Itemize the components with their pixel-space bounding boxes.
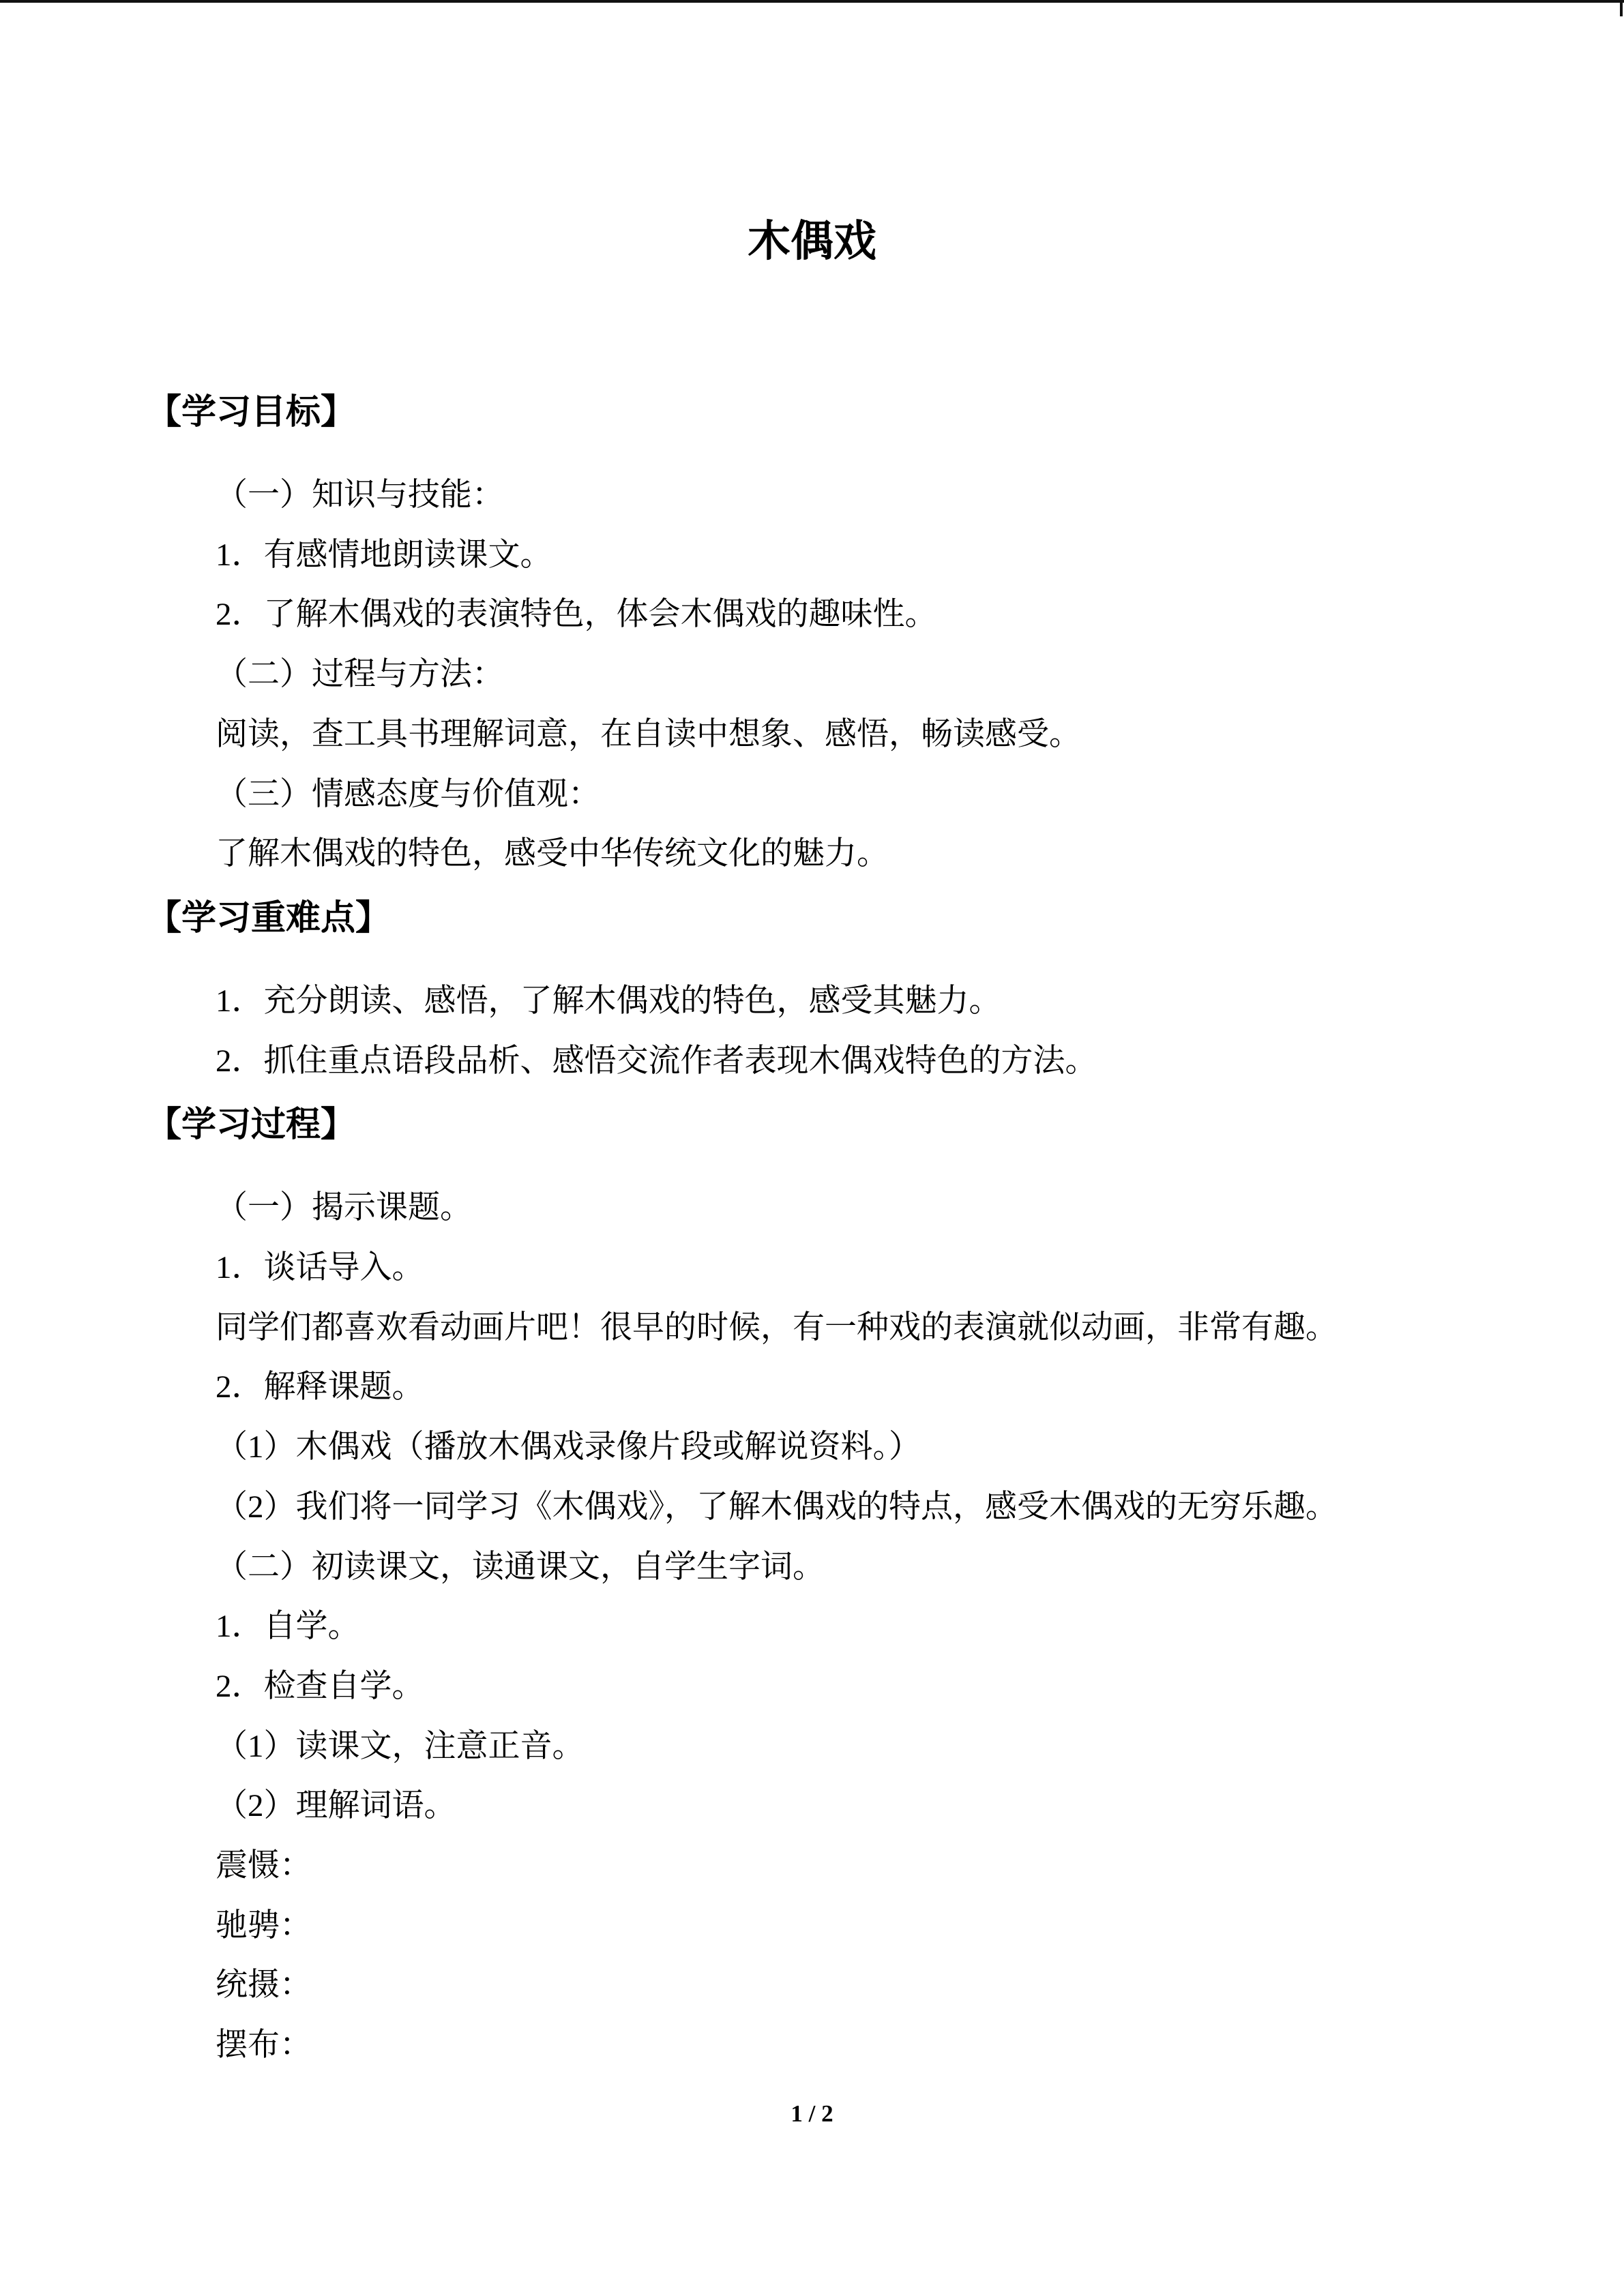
objective-text: 阅读，查工具书理解词意，在自读中想象、感悟，畅读感受。 xyxy=(216,716,1081,752)
section-learning-process xyxy=(0,1091,1624,2076)
process-step: 2．检查自学。 xyxy=(216,1668,424,1704)
process-substep: （2）理解词语。 xyxy=(216,1788,456,1824)
key-point-item: 1．充分朗读、感悟，了解木偶戏的特色，感受其魅力。 xyxy=(216,983,1001,1019)
key-point-item: 2．抓住重点语段品析、感悟交流作者表现木偶戏特色的方法。 xyxy=(216,1043,1097,1079)
process-substep: （1）木偶戏（播放木偶戏录像片段或解说资料。） xyxy=(216,1429,921,1465)
section-heading-key-difficulties: 【学习重难点】 xyxy=(147,899,391,938)
vocabulary-term: 统摄： xyxy=(216,1967,312,2003)
subheading-knowledge-skills: （一）知识与技能： xyxy=(216,477,504,513)
process-text: 同学们都喜欢看动画片吧！很早的时候，有一种戏的表演就似动画，非常有趣。 xyxy=(216,1309,1338,1345)
subheading-emotion-values: （三）情感态度与价值观： xyxy=(216,776,600,812)
vocabulary-term: 驰骋： xyxy=(216,1907,312,1943)
page-number: 1 / 2 xyxy=(791,2100,833,2127)
objective-item: 2．了解木偶戏的表演特色，体会木偶戏的趣味性。 xyxy=(216,597,937,633)
vocabulary-term: 摆布： xyxy=(216,2027,312,2063)
document-content xyxy=(0,207,1624,2076)
process-step: 1．自学。 xyxy=(216,1609,360,1645)
process-step: 1．谈话导入。 xyxy=(216,1250,424,1286)
subheading-reveal-topic: （一）揭示课题。 xyxy=(216,1190,472,1226)
section-learning-objectives xyxy=(0,378,1624,884)
section-key-difficulties xyxy=(0,884,1624,1091)
process-substep: （1）读课文，注意正音。 xyxy=(216,1728,585,1764)
page-top-border xyxy=(0,0,1624,3)
objective-item: 1．有感情地朗读课文。 xyxy=(216,537,552,573)
page-corner-mark xyxy=(1620,0,1623,16)
objective-text: 了解木偶戏的特色，感受中华传统文化的魅力。 xyxy=(216,836,889,872)
section-heading-process: 【学习过程】 xyxy=(147,1106,356,1145)
subheading-first-reading: （二）初读课文，读通课文，自学生字词。 xyxy=(216,1549,825,1585)
document-title: 木偶戏 xyxy=(748,218,876,265)
process-step: 2．解释课题。 xyxy=(216,1369,424,1405)
process-substep: （2）我们将一同学习《木偶戏》，了解木偶戏的特点，感受木偶戏的无穷乐趣。 xyxy=(216,1489,1338,1525)
section-heading-objectives: 【学习目标】 xyxy=(147,393,356,432)
subheading-process-methods: （二）过程与方法： xyxy=(216,657,504,693)
vocabulary-term: 震慑： xyxy=(216,1848,312,1884)
